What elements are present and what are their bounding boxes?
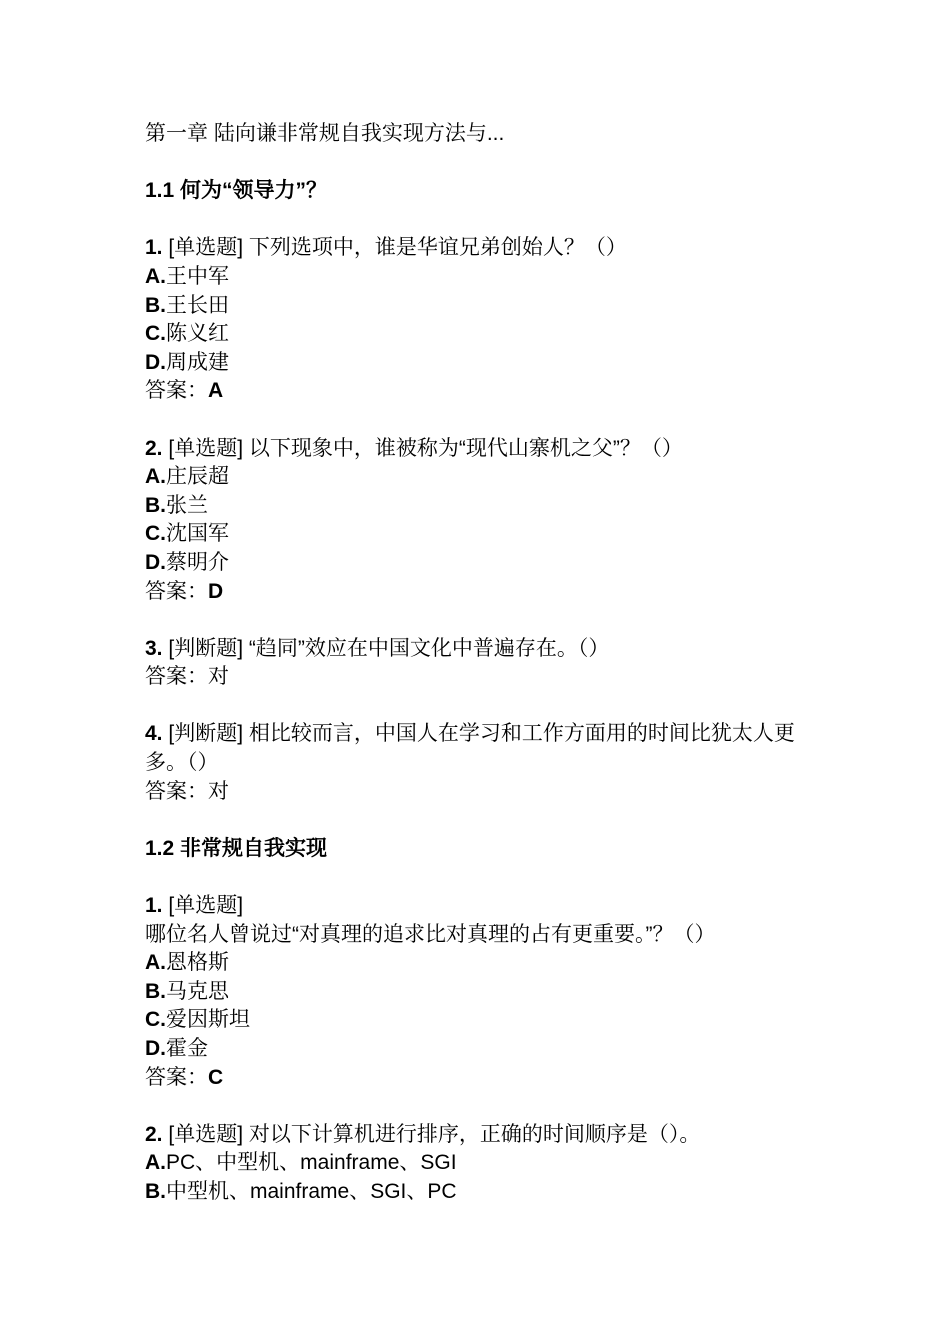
option-text: 沈国军 bbox=[166, 522, 229, 546]
question-text: 相比较而言，中国人在学习和工作方面用的时间比犹太人更多。（） bbox=[145, 722, 795, 775]
option-letter: A. bbox=[145, 264, 166, 288]
question-text: 下列选项中，谁是华谊兄弟创始人？（） bbox=[248, 236, 627, 260]
chapter-title: 第一章 陆向谦非常规自我实现方法与... bbox=[145, 122, 505, 145]
option-text: 周成建 bbox=[166, 350, 229, 374]
answer-label: 答案： bbox=[145, 665, 208, 689]
answer-line bbox=[145, 663, 815, 692]
answer-line bbox=[145, 1064, 815, 1093]
question-stem bbox=[145, 892, 815, 949]
question-stem bbox=[145, 720, 815, 777]
option-letter: B. bbox=[145, 493, 166, 517]
question-type: [判断题] bbox=[168, 722, 244, 746]
option-text: 中型机、mainframe、SGI、PC bbox=[166, 1179, 457, 1203]
answer-label: 答案： bbox=[145, 379, 208, 403]
question-text: 对以下计算机进行排序，正确的时间顺序是（）。 bbox=[248, 1122, 701, 1146]
spacer bbox=[145, 406, 815, 435]
spacer bbox=[145, 863, 815, 892]
answer-value: D bbox=[208, 579, 224, 603]
option-text: 张兰 bbox=[166, 493, 208, 517]
spacer bbox=[145, 806, 815, 835]
spacer bbox=[145, 606, 815, 635]
option-letter: A. bbox=[145, 1151, 166, 1175]
option-text: 庄辰超 bbox=[166, 465, 229, 489]
option-text: 蔡明介 bbox=[166, 550, 229, 574]
option-letter: A. bbox=[145, 951, 166, 975]
option-letter: B. bbox=[145, 979, 166, 1003]
spacer bbox=[145, 149, 815, 178]
question-text: 以下现象中，谁被称为“现代山寨机之父”？（） bbox=[248, 436, 683, 460]
question-type: [单选题] bbox=[168, 436, 244, 460]
answer-label: 答案： bbox=[145, 579, 208, 603]
option-letter: C. bbox=[145, 522, 166, 546]
question-number: 2. bbox=[145, 436, 163, 460]
document-page bbox=[145, 120, 815, 1207]
question-type: [单选题] bbox=[168, 236, 244, 260]
option-item bbox=[145, 949, 815, 978]
option-item bbox=[145, 349, 815, 378]
answer-line bbox=[145, 578, 815, 607]
option-item bbox=[145, 549, 815, 578]
option-text: 陈义红 bbox=[166, 322, 229, 346]
option-item bbox=[145, 1149, 815, 1178]
option-text: 霍金 bbox=[166, 1037, 208, 1060]
option-text: 王长田 bbox=[166, 293, 229, 317]
question-stem bbox=[145, 435, 815, 464]
question-type: [单选题] bbox=[168, 894, 244, 918]
question-type: [判断题] bbox=[168, 636, 244, 660]
option-text: 马克思 bbox=[166, 979, 229, 1003]
option-letter: D. bbox=[145, 550, 166, 574]
option-letter: D. bbox=[145, 1037, 166, 1060]
option-item bbox=[145, 320, 815, 349]
option-item bbox=[145, 492, 815, 521]
option-letter: A. bbox=[145, 465, 166, 489]
section-heading: 1.2 非常规自我实现 bbox=[145, 836, 328, 860]
option-item bbox=[145, 1035, 815, 1064]
option-text: 爱因斯坦 bbox=[166, 1008, 250, 1032]
answer-value: A bbox=[208, 379, 224, 403]
spacer bbox=[145, 692, 815, 721]
question-stem bbox=[145, 1121, 815, 1150]
question-number: 1. bbox=[145, 236, 163, 260]
answer-value: 对 bbox=[208, 779, 229, 803]
option-item bbox=[145, 463, 815, 492]
spacer bbox=[145, 1092, 815, 1121]
option-text: PC、中型机、mainframe、SGI bbox=[166, 1151, 457, 1175]
answer-line bbox=[145, 377, 815, 406]
answer-line bbox=[145, 778, 815, 807]
option-text: 恩格斯 bbox=[166, 951, 229, 975]
option-item bbox=[145, 292, 815, 321]
question-stem bbox=[145, 635, 815, 664]
option-letter: B. bbox=[145, 1179, 166, 1203]
option-letter: D. bbox=[145, 350, 166, 374]
question-text: “趋同”效应在中国文化中普遍存在。（） bbox=[248, 636, 610, 660]
option-item bbox=[145, 1178, 815, 1207]
option-letter: B. bbox=[145, 293, 166, 317]
question-number: 3. bbox=[145, 636, 163, 660]
question-text: 哪位名人曾说过“对真理的追求比对真理的占有更重要。”？（） bbox=[145, 922, 716, 946]
option-item bbox=[145, 263, 815, 292]
question-number: 1. bbox=[145, 894, 163, 918]
question-number: 4. bbox=[145, 722, 163, 746]
question-stem bbox=[145, 234, 815, 263]
answer-label: 答案： bbox=[145, 1065, 208, 1089]
option-item bbox=[145, 978, 815, 1007]
section-heading: 1.1 何为“领导力”？ bbox=[145, 179, 328, 203]
option-letter: C. bbox=[145, 1008, 166, 1032]
option-item bbox=[145, 1006, 815, 1035]
option-letter: C. bbox=[145, 322, 166, 346]
option-text: 王中军 bbox=[166, 264, 229, 288]
question-number: 2. bbox=[145, 1122, 163, 1146]
spacer bbox=[145, 206, 815, 235]
answer-label: 答案： bbox=[145, 779, 208, 803]
answer-value: 对 bbox=[208, 665, 229, 689]
question-type: [单选题] bbox=[168, 1122, 244, 1146]
option-item bbox=[145, 520, 815, 549]
answer-value: C bbox=[208, 1065, 224, 1089]
